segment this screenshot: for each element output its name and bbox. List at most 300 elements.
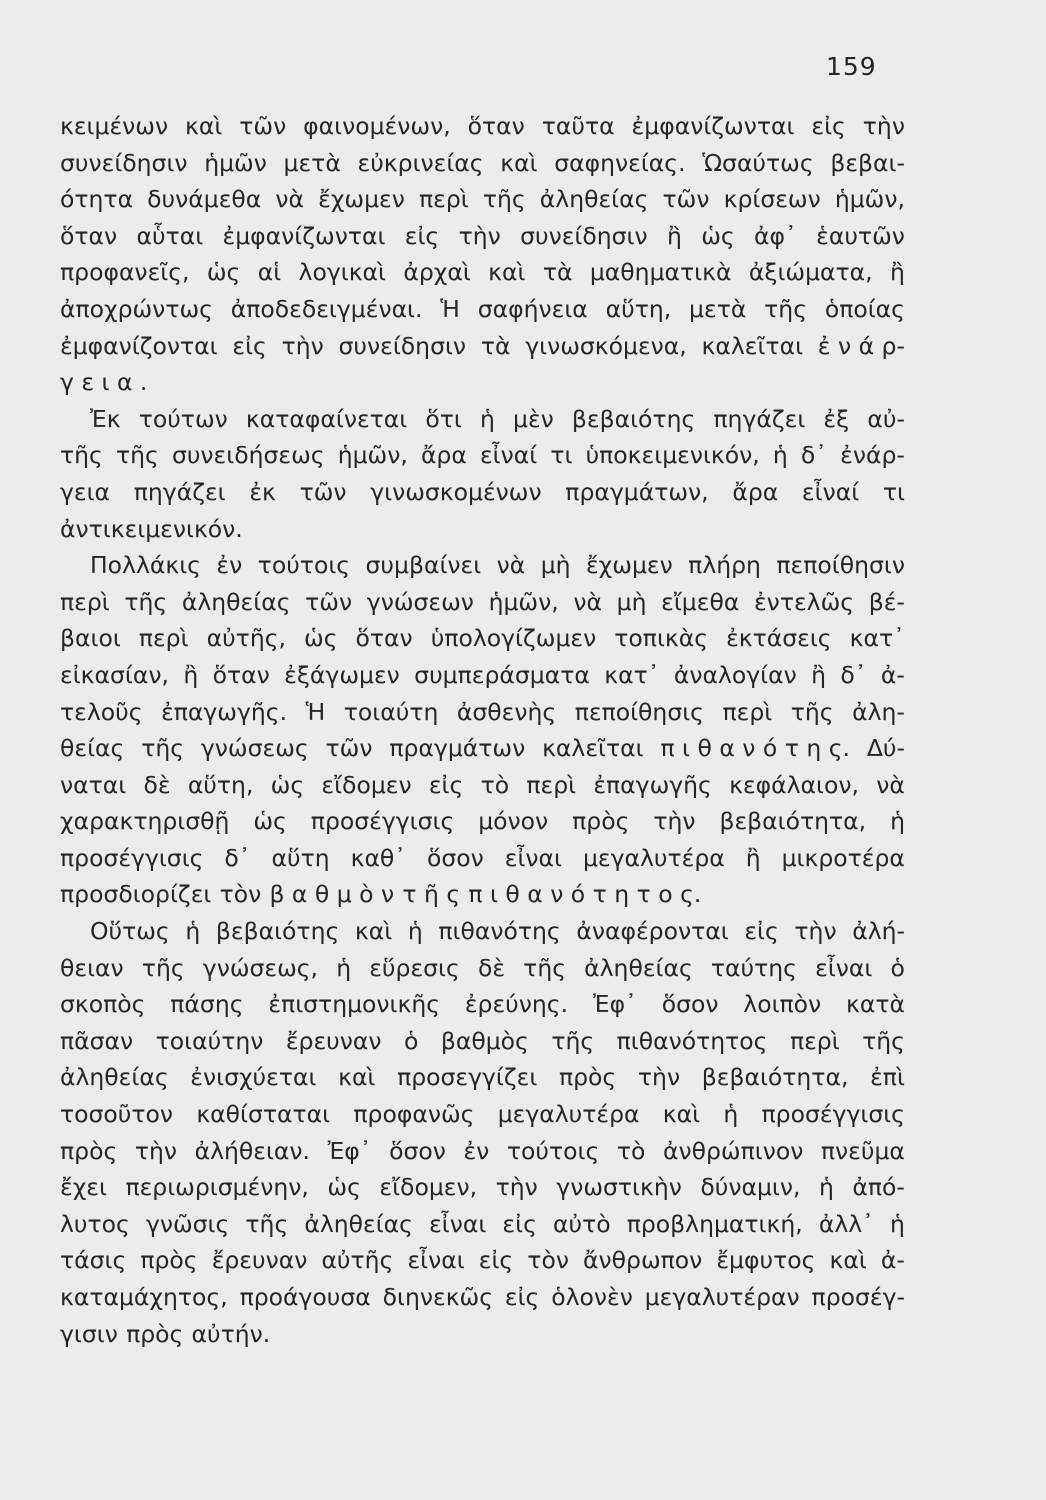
word: ἀληθείας	[181, 587, 291, 616]
text-line	[60, 364, 905, 401]
word: τῶν	[305, 587, 353, 616]
word: ὡς	[304, 624, 338, 653]
body-text	[60, 108, 905, 1352]
word: ἢ	[183, 660, 199, 689]
text-line	[60, 1096, 905, 1133]
word: τῆς	[523, 953, 567, 982]
word: εἰς	[502, 1209, 537, 1238]
word: γ ε ι α .	[60, 368, 148, 397]
word: θείας	[60, 734, 125, 763]
word: εἶναι	[815, 953, 873, 982]
word: εἴδομεν,	[379, 1173, 478, 1202]
text-line	[60, 474, 905, 511]
word: ἡ	[772, 441, 788, 470]
word: ταῦτα	[541, 112, 615, 140]
word: τὴν	[281, 331, 324, 360]
word: γεια	[60, 477, 111, 506]
text-line	[60, 181, 905, 218]
word: ἀληθείας	[304, 1209, 413, 1238]
word: βαιοι	[60, 624, 121, 653]
word: καταμάχητος,	[60, 1283, 228, 1311]
word: ἔμφυτος	[716, 1246, 816, 1275]
word: τούτοις	[257, 551, 351, 580]
word: ὁ	[403, 1026, 419, 1055]
word: πνεῦμα	[820, 1136, 905, 1165]
word: μεγαλυτέρα	[497, 1100, 640, 1129]
text-line	[60, 511, 905, 548]
word: βαθμὸς	[440, 1026, 529, 1055]
word: προσέγγισις	[761, 1100, 905, 1129]
word: τὴν	[862, 112, 905, 140]
word: εἰς	[428, 770, 464, 799]
word: καθ᾽	[350, 843, 407, 872]
word: πηγάζει	[713, 404, 806, 433]
word: κατὰ	[846, 990, 905, 1019]
word: ἄρα	[420, 441, 467, 470]
word: Ἐφ᾽	[592, 990, 637, 1019]
text-line	[60, 657, 905, 694]
word: περὶ	[138, 624, 189, 653]
word: θειαν	[60, 953, 124, 982]
word: αὗται	[136, 221, 204, 250]
word: ἀξιώματα,	[748, 258, 873, 287]
word: προσέγ-	[811, 1283, 905, 1311]
word: φαινομένων,	[303, 112, 451, 140]
word: τούτοις	[506, 1136, 600, 1165]
word: τὰ	[480, 331, 511, 360]
word: γνῶσις	[145, 1209, 230, 1238]
text-line	[60, 218, 905, 255]
word: ἐκ	[249, 477, 276, 506]
word: εἰς	[478, 1246, 514, 1275]
word: ἀποχρώντως	[60, 294, 213, 323]
word: πεποίθησιν	[776, 551, 905, 580]
word: περὶ	[789, 1026, 840, 1055]
word: προφανεῖς,	[60, 258, 190, 287]
text-line	[60, 108, 905, 145]
word: μὴ	[616, 587, 647, 616]
word: δὲ	[477, 953, 506, 982]
word: συμπεράσματα	[414, 660, 590, 689]
word: αὐτῆς	[321, 1246, 394, 1275]
word: ὁλονὲν	[551, 1283, 633, 1311]
word: ἐμφανίζωνται	[222, 221, 386, 250]
text-line	[60, 840, 905, 877]
word: β α θ μ ὸ ν	[269, 880, 395, 909]
word: ἀ-	[880, 660, 905, 689]
word: πᾶσαν	[60, 1026, 134, 1055]
word: ἢ	[666, 221, 682, 250]
word: ἀρχαὶ	[403, 258, 471, 287]
word: ἡμῶν,	[834, 185, 905, 214]
word: ἐπαγωγῆς.	[161, 697, 288, 726]
word: κατ᾽	[849, 624, 905, 653]
word: περὶ	[526, 770, 577, 799]
text-line	[60, 547, 905, 584]
word: καὶ	[500, 148, 538, 177]
word: ἡ	[890, 1209, 905, 1238]
word: μετὰ	[689, 294, 747, 323]
word: τὸν	[219, 880, 262, 909]
word: δυνάμεθα	[147, 185, 262, 214]
word: π ι θ α ν ό τ η ς.	[660, 734, 850, 763]
word: πρὸς	[140, 1246, 198, 1275]
word: ἄρα	[732, 477, 779, 506]
word: γνώσεως	[200, 734, 309, 763]
word: ὡς	[253, 807, 287, 836]
word: ἀναφέρονται	[576, 917, 729, 946]
word: εἰκασίαν,	[60, 660, 169, 689]
word: βεβαιότης	[571, 404, 696, 433]
word: ἔχωμεν	[318, 185, 405, 214]
word: ἡ	[818, 1173, 834, 1202]
word: ἡμῶν	[204, 148, 267, 177]
word: ὁ	[890, 953, 905, 982]
word: ἀλλ᾽	[818, 1209, 874, 1238]
word: δ᾽	[224, 843, 251, 872]
text-line	[60, 1169, 905, 1206]
word: προσδιορίζει	[60, 880, 212, 909]
word: πιθανότης	[438, 917, 561, 946]
word: ὅτι	[425, 404, 462, 433]
word: ἑαυτῶν	[816, 221, 905, 250]
word: τελοῦς	[60, 697, 143, 726]
word: βεβαιότης	[215, 917, 340, 946]
word: ἀλη-	[852, 697, 905, 726]
word: ἡ	[185, 917, 201, 946]
word: τὰ	[542, 258, 573, 287]
word: νὰ	[496, 551, 526, 580]
word: χαρακτηρισθῇ	[60, 807, 230, 836]
word: Δύ-	[866, 734, 905, 763]
word: ἔρευναν	[285, 1026, 382, 1055]
word: Οὕτως	[90, 917, 170, 946]
word: ὅταν	[467, 112, 525, 140]
word: συνείδησιν	[60, 148, 188, 177]
word: ἀπό-	[852, 1173, 905, 1202]
word: κρίσεων	[723, 185, 821, 214]
word: τῶν	[239, 112, 287, 140]
word: ναται	[60, 770, 127, 799]
word: μὴ	[540, 551, 571, 580]
word: εἰς	[404, 221, 440, 250]
text-line	[60, 620, 905, 657]
word: μεγαλυτέρα	[582, 843, 725, 872]
word: τὴν	[637, 1063, 681, 1092]
word: ὅσον	[427, 843, 484, 872]
word: τῆς	[764, 294, 807, 323]
word: τοιαύτην	[155, 1026, 264, 1055]
word: προάγουσα	[239, 1283, 371, 1311]
word: ἐντελῶς	[753, 587, 855, 616]
word: τῆς	[141, 734, 185, 763]
word: γινωσκομένων	[370, 477, 542, 506]
word: ἀ-	[880, 1246, 905, 1275]
word: βεβαιότητα,	[701, 1063, 849, 1092]
word: εἴδομεν	[321, 770, 412, 799]
word: αὐτήν.	[191, 1319, 271, 1348]
word: νὰ	[573, 587, 602, 616]
text-line	[60, 803, 905, 840]
word: αὕτη,	[187, 770, 254, 799]
word: αἱ	[257, 258, 282, 287]
text-line	[60, 1206, 905, 1243]
word: μετὰ	[283, 148, 341, 177]
word: τὸ	[616, 1136, 646, 1165]
word: ἐν	[216, 551, 243, 580]
word: δ᾽	[800, 441, 828, 470]
word: εἶναι	[504, 843, 562, 872]
text-line	[60, 1133, 905, 1170]
word: πρὸς	[60, 1136, 118, 1165]
text-line	[60, 950, 905, 987]
word: εἰς	[744, 917, 779, 946]
word: γινωσκόμενα,	[525, 331, 687, 360]
word: ἐξ	[823, 404, 850, 433]
word: τῆς	[141, 953, 185, 982]
word: ἐρεύνης.	[464, 990, 569, 1019]
word: τῆς	[115, 441, 159, 470]
word: Ἐφ᾽	[327, 1136, 372, 1165]
word: ἀφ᾽	[754, 221, 797, 250]
word: πραγμάτων,	[565, 477, 709, 506]
word: τῆς	[124, 587, 168, 616]
word: ἡμῶν,	[488, 587, 559, 616]
word: τῆς	[60, 441, 103, 470]
text-line	[60, 1242, 905, 1279]
text-line	[60, 401, 905, 438]
word: Ἡ	[305, 697, 326, 726]
word: εἴμεθα	[661, 587, 740, 616]
word: κειμένων	[60, 112, 169, 140]
word: πρὸς	[126, 1319, 184, 1348]
word: τῆς	[790, 697, 834, 726]
word: ἀληθείας	[539, 185, 649, 214]
word: ἄνθρωπον	[583, 1246, 703, 1275]
word: ἀλή-	[852, 917, 905, 946]
word: περιωρισμένην,	[125, 1173, 309, 1202]
word: ὡς	[270, 770, 305, 799]
word: τῆς	[482, 185, 526, 214]
word: τοιαύτη	[343, 697, 439, 726]
word: ταύτης	[710, 953, 797, 982]
word: ἐπιστημονικῆς	[268, 990, 441, 1019]
word: ἢ	[890, 258, 905, 287]
word: ἀντικειμενικόν.	[60, 514, 243, 543]
word: κεφάλαιον,	[729, 770, 859, 799]
word: ἀνθρώπινον	[663, 1136, 804, 1165]
text-line	[60, 291, 905, 328]
word: καλεῖται	[542, 734, 644, 763]
word: μόνον	[478, 807, 549, 836]
word: πραγμάτων	[389, 734, 526, 763]
word: πιθανότητος	[616, 1026, 768, 1055]
word: τῶν	[299, 477, 347, 506]
word: ὡς	[701, 221, 735, 250]
word: λοιπὸν	[743, 990, 822, 1019]
word: ἐκτάσεις	[726, 624, 832, 653]
word: τὴν	[653, 807, 696, 836]
word: ἡ	[407, 917, 423, 946]
word: καὶ	[488, 258, 526, 287]
text-line	[60, 1316, 905, 1353]
word: περὶ	[722, 697, 773, 726]
word: πεποίθησις	[574, 697, 704, 726]
word: ἡ	[336, 953, 352, 982]
word: τὴν	[794, 917, 837, 946]
word: διηνεκῶς	[382, 1283, 494, 1311]
word: π ι θ α ν ό τ η τ ο ς.	[468, 880, 702, 909]
word: πρὸς	[572, 807, 630, 836]
word: ἀποδεδειγμέναι.	[230, 294, 423, 323]
word: σκοπὸς	[60, 990, 146, 1019]
word: περὶ	[419, 185, 469, 214]
word: δ᾽	[840, 660, 867, 689]
word: αὕτη	[271, 843, 330, 872]
word: περὶ	[60, 587, 110, 616]
text-line	[60, 876, 905, 913]
word: καὶ	[662, 1100, 701, 1129]
word: εἰς	[504, 1283, 540, 1311]
word: καλεῖται	[701, 331, 804, 360]
word: τὴν	[495, 1173, 538, 1202]
text-line	[60, 1023, 905, 1060]
word: ἔχωμεν	[585, 551, 673, 580]
word: ὑπολογίζωμεν	[430, 624, 597, 653]
word: ἐξάγωμεν	[284, 660, 400, 689]
text-line	[60, 437, 905, 474]
word: τὴν	[458, 221, 501, 250]
text-line	[60, 1059, 905, 1096]
word: ἐμφανίζονται	[60, 331, 218, 360]
word: συμβαίνει	[365, 551, 482, 580]
word: ὁποίας	[824, 294, 905, 323]
word: καὶ	[185, 112, 223, 140]
word: ἀλήθειαν.	[194, 1136, 310, 1165]
word: ἡ	[890, 807, 905, 836]
word: ότητα	[60, 185, 134, 214]
text-line	[60, 730, 905, 767]
word: τοπικὰς	[614, 624, 709, 653]
word: ἔρευναν	[211, 1246, 308, 1275]
word: γνώσεων	[366, 587, 474, 616]
word: εἶναί	[479, 441, 538, 470]
word: καθίσταται	[196, 1100, 331, 1129]
word: ὅσον	[661, 990, 719, 1019]
word: πλήρη	[688, 551, 761, 580]
word: ὑποκειμενικόν,	[585, 441, 760, 470]
text-line	[60, 1279, 905, 1316]
word: ἀληθείας	[584, 953, 693, 982]
text-line	[60, 584, 905, 621]
word: ὡς	[206, 258, 241, 287]
word: τ ῆ ς	[402, 880, 461, 909]
word: κατ᾽	[604, 660, 660, 689]
text-line	[60, 254, 905, 291]
word: τούτων	[138, 404, 228, 433]
word: τῶν	[662, 185, 710, 214]
text-line	[60, 328, 905, 365]
word: προσέγγισις	[60, 843, 204, 872]
word: γνώσεως,	[202, 953, 319, 982]
word: σαφήνεια	[477, 294, 588, 323]
word: καὶ	[338, 1063, 376, 1092]
word: ἔχει	[60, 1173, 107, 1202]
word: ἢ	[811, 660, 827, 689]
word: συνείδησιν	[338, 331, 467, 360]
word: συνειδήσεως	[171, 441, 325, 470]
word: τὸν	[527, 1246, 569, 1275]
word: Πολλάκις	[90, 551, 201, 580]
word: συνείδησιν	[520, 221, 648, 250]
word: ὅσον	[389, 1136, 446, 1165]
word: δύναμιν,	[700, 1173, 801, 1202]
word: γνωστικὴν	[556, 1173, 682, 1202]
word: Ὡσαύτως	[702, 148, 814, 177]
word: μεγαλυτέραν	[644, 1283, 800, 1311]
word: βέ-	[868, 587, 905, 616]
word: εὕρεσις	[369, 953, 460, 982]
word: ἡ	[723, 1100, 739, 1129]
word: νὰ	[275, 185, 305, 214]
word: εἶναι	[429, 1209, 487, 1238]
text-line	[60, 986, 905, 1023]
word: ἡ	[479, 404, 495, 433]
word: εἶναι	[407, 1246, 465, 1275]
word: Ἐκ	[90, 404, 121, 433]
word: ἐπαγωγῆς	[593, 770, 712, 799]
word: μὲν	[513, 404, 554, 433]
word: προσεγγίζει	[397, 1063, 538, 1092]
word: τοσοῦτον	[60, 1100, 174, 1129]
word: τῆς	[245, 1209, 289, 1238]
word: εἰς	[232, 331, 267, 360]
word: αὕτη,	[605, 294, 672, 323]
word: καὶ	[354, 917, 393, 946]
word: αὐτὸ	[552, 1209, 611, 1238]
word: λυτος	[60, 1209, 130, 1238]
word: λογικαὶ	[298, 258, 386, 287]
word: ἀσθενὴς	[456, 697, 557, 726]
word: ὅταν	[212, 660, 270, 689]
word: ἐνισχύεται	[190, 1063, 317, 1092]
word: καὶ	[829, 1246, 867, 1275]
word: τῆς	[862, 1026, 905, 1055]
word: αὐ-	[867, 404, 905, 433]
word: ἐ ν ά ρ-	[817, 331, 905, 360]
word: μαθηματικὰ	[589, 258, 732, 287]
page-number: 159	[826, 52, 877, 81]
text-line	[60, 767, 905, 804]
word: τι	[550, 441, 573, 470]
word: αὐτῆς,	[206, 624, 286, 653]
word: ὅταν	[60, 221, 118, 250]
word: σαφηνείας.	[554, 148, 686, 177]
word: τάσις	[60, 1246, 127, 1275]
word: ὡς	[327, 1173, 361, 1202]
word: ὅταν	[355, 624, 413, 653]
word: πηγάζει	[133, 477, 226, 506]
word: τῆς	[551, 1026, 595, 1055]
word: νὰ	[876, 770, 905, 799]
word: ἐπὶ	[870, 1063, 905, 1092]
word: ἢ	[745, 843, 761, 872]
word: τι	[882, 477, 905, 506]
word: προσέγγισις	[310, 807, 455, 836]
word: εἰς	[811, 112, 846, 140]
text-line	[60, 145, 905, 182]
word: δὲ	[143, 770, 171, 799]
